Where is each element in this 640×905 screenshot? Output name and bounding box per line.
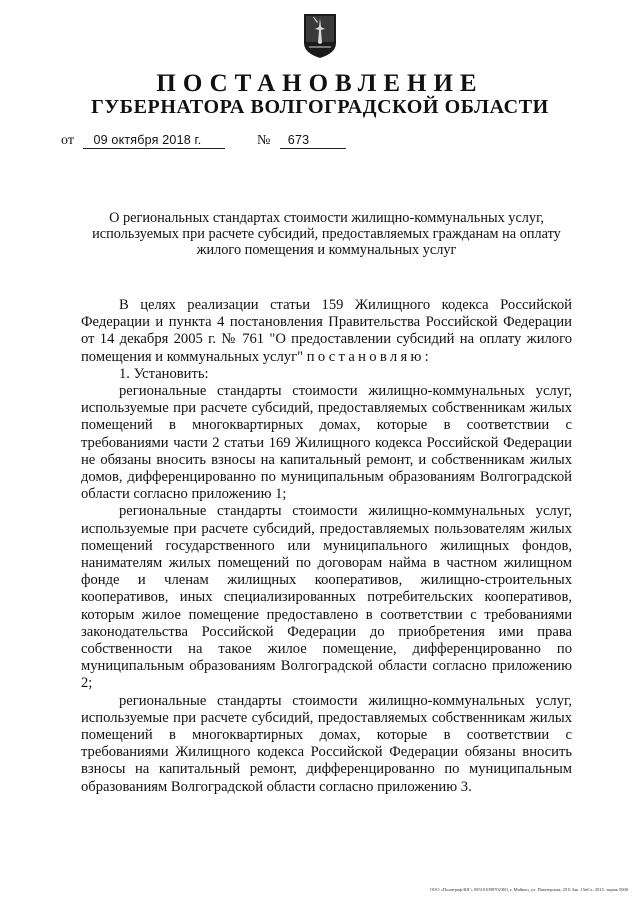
resolution-word: постановляю: [306,348,433,365]
document-body [81,297,572,796]
coat-of-arms-shield [303,13,337,59]
date-value: 09 октября 2018 г. [93,133,202,147]
coat-of-arms-icon [303,13,337,59]
document-type-title: ПОСТАНОВЛЕНИЕ [156,70,484,97]
item-1-heading: 1. Установить: [119,365,209,382]
issuer-title: ГУБЕРНАТОРА ВОЛГОГРАДСКОЙ ОБЛАСТИ [91,96,549,118]
number-value: 673 [287,133,310,147]
date-number-line [61,133,346,149]
document-subject: О региональных стандартах стоимости жилищно-коммунальных услуг, используемых при расчете субсидий, предоставляемых гражданам на оплату жилого помещения и коммунальных услуг [92,210,561,258]
preamble-text: В целях реализации статьи 159 Жилищного кодекса Российской Федерации и пункта 4 постановления Правительства Российской Федерации от 14 декабря 2005 г. № 761 "О предоставлении субсидий на оплату жилого помещения и коммунальных услуг" [81,297,572,365]
standard-paragraph-3: региональные стандарты стоимости жилищно-коммунальных услуг, используемые при расчете субсидий, предоставляемых собственникам жилых помещений в многоквартирных домах, которые в соответствии с требованиями Жилищного кодекса Российской Федерации обязаны вносить взносы на капитальный ремонт, дифференцированно по муниципальным образованиям Волгоградской области согласно приложению 3. [81,692,572,795]
number-label: № [256,133,271,148]
standard-paragraph-1: региональные стандарты стоимости жилищно-коммунальных услуг, используемые при расчете субсидий, предоставляемых собственникам жилых помещений в многоквартирных домах, которые в соответствии с требованиями части 2 статьи 169 Жилищного кодекса Российской Федерации не обязаны вносить взносы на капитальный ремонт, и собственникам жилых домов, дифференцированно по муниципальным образованиям Волгоградской области согласно приложению 1; [81,383,572,503]
number-field [280,133,346,149]
date-prefix: от [61,133,74,148]
preamble-paragraph [81,297,572,366]
standard-paragraph-2: региональные стандарты стоимости жилищно-коммунальных услуг, используемые при расчете субсидий, предоставляемых пользователям жилых помещений государственного или муниципального жилищных фондов, нанимателям жилых помещений по договорам найма в частном жилищном фонде и членам жилищных кооперативов, жилищно-строительных кооперативов, иных специализированных потребительских кооперативов, которым жилое помещение предоставлено в соответствии с требованиями законодательства Российской Федерации до приобретения ими права собственности на такое жилое помещение, дифференцированно по муниципальным образованиям Волгоградской области согласно приложению 2; [81,503,572,692]
printer-imprint: ООО «Полиграф-ЮГ» 0951010987023Ю, г. Майкоп, ул. Пионерская, 29 Б Зак. 15нСх. 2015. тираж 5000 [429,887,628,892]
date-field [83,133,225,149]
